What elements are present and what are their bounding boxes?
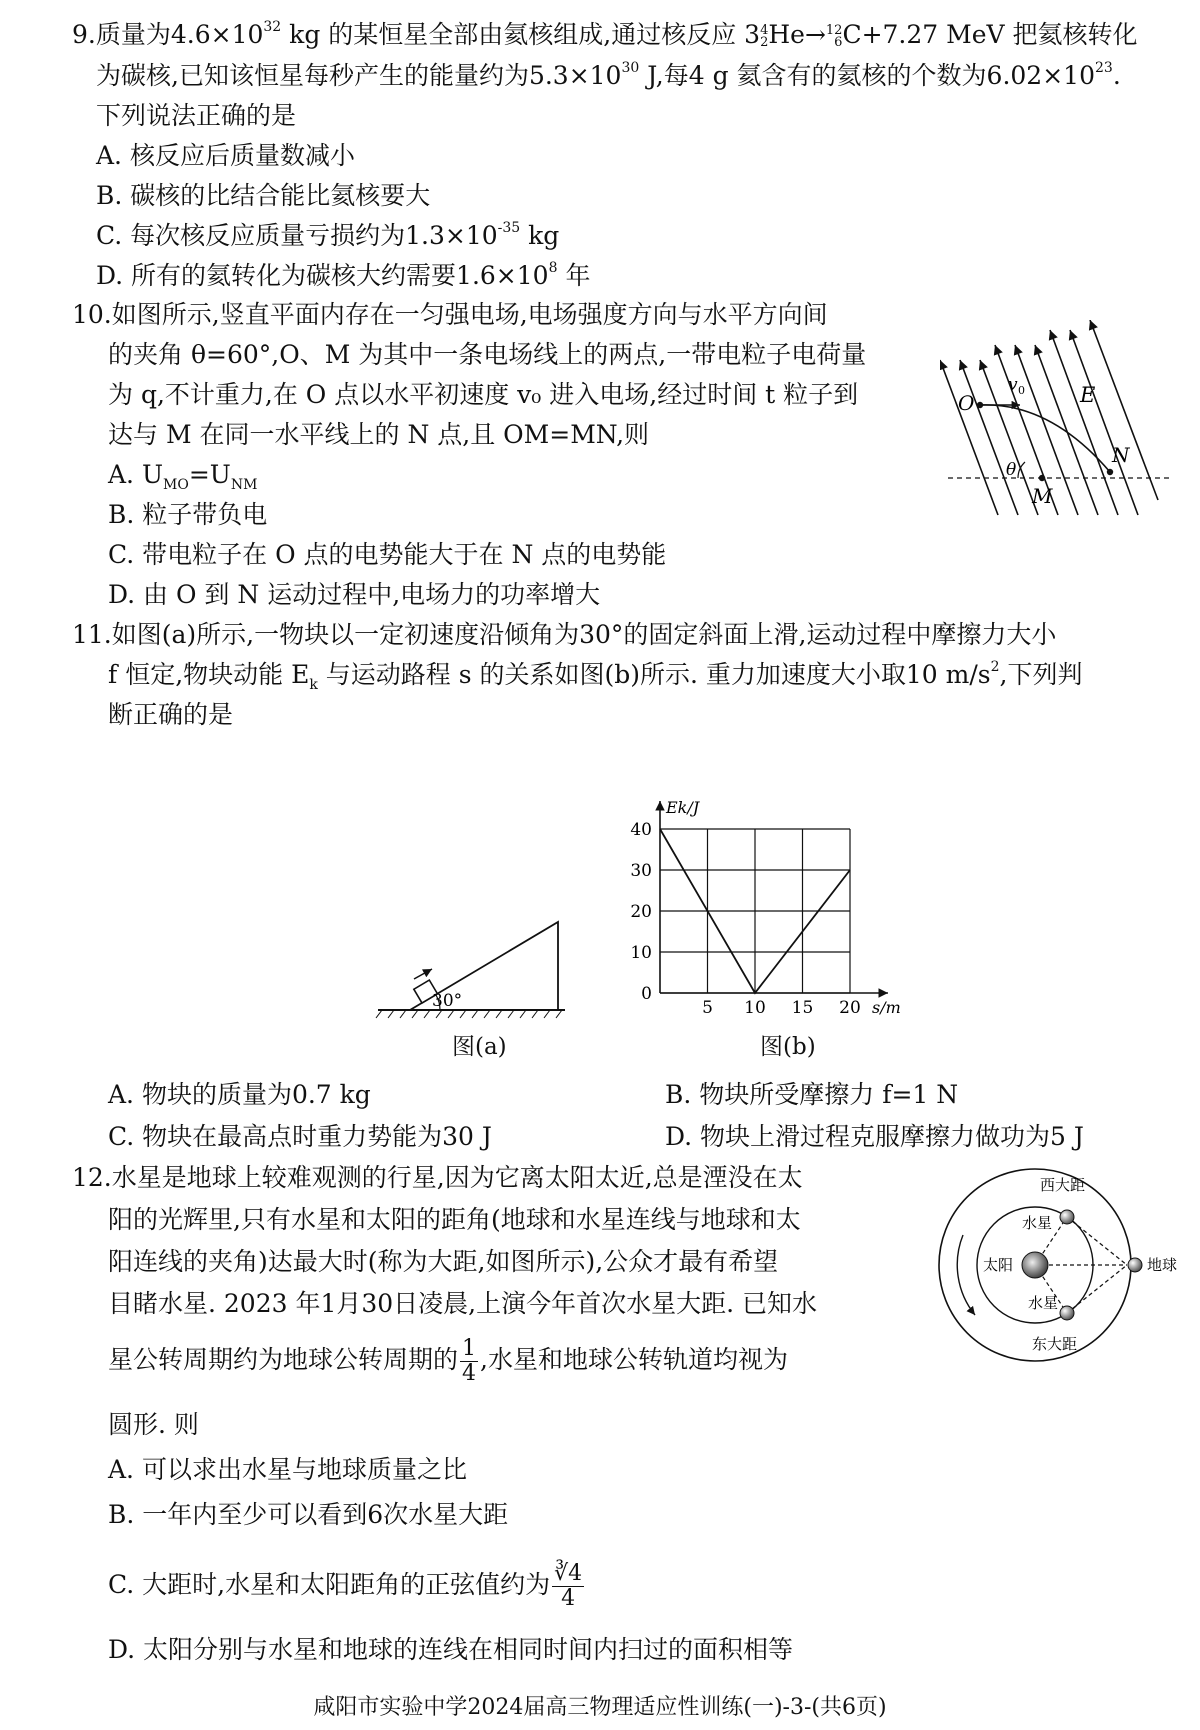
- q10-field-figure: [940, 320, 1175, 520]
- q11-option-a: A. 物块的质量为0.7 kg: [108, 1080, 371, 1109]
- chart-y-tick-label: 30: [630, 861, 652, 881]
- q12-line5: 星公转周期约为地球公转周期的 $\frac{1}{4}$ ,水星和地球公转轨道均视为: [108, 1336, 788, 1386]
- q10-option-c: C. 带电粒子在 O 点的电势能大于在 N 点的电势能: [108, 540, 667, 569]
- q11-incline-figure: [370, 880, 570, 1040]
- q12-option-b: B. 一年内至少可以看到6次水星大距: [108, 1500, 509, 1529]
- q12-label-east: 东大距: [1032, 1335, 1078, 1353]
- q9-option-a: A. 核反应后质量数减小: [96, 141, 355, 170]
- q11-line1: 11.如图(a)所示,一物块以一定初速度沿倾角为30°的固定斜面上滑,运动过程中摩擦力大小: [72, 620, 1057, 649]
- q9-line3: 下列说法正确的是: [96, 101, 297, 130]
- q10-label-v: v: [1008, 375, 1018, 395]
- chart-y-tick-label: 40: [630, 820, 652, 840]
- q9-option-d: D. 所有的氦转化为碳核大约需要$1.6\times 10^8$ 年: [96, 260, 591, 290]
- q10-label-v-sub: 0: [1018, 384, 1025, 397]
- q10-option-b: B. 粒子带负电: [108, 500, 268, 529]
- q11-incline-angle: 30°: [432, 991, 463, 1011]
- chart-x-tick-label: 20: [839, 998, 861, 1018]
- q9-option-c: C. 每次核反应质量亏损约为$1.3\times 10^{-35}$ kg: [96, 220, 560, 250]
- q11-option-c: C. 物块在最高点时重力势能为30 J: [108, 1122, 492, 1151]
- q10-line3: 为 q,不计重力,在 O 点以水平初速度 v₀ 进入电场,经过时间 t 粒子到: [108, 380, 859, 409]
- q11-line2: f 恒定,物块动能 $E_k$ 与运动路程 s 的关系如图(b)所示. 重力加速度大小取10 $m/s^2$,下列判: [108, 659, 1083, 693]
- q12-option-d: D. 太阳分别与水星和地球的连线在相同时间内扫过的面积相等: [108, 1635, 794, 1664]
- q10-label-o: O: [958, 391, 975, 415]
- q12-line4: 目睹水星. 2023 年1月30日凌晨,上演今年首次水星大距. 已知水: [108, 1289, 818, 1318]
- q10-line1: 10.如图所示,竖直平面内存在一匀强电场,电场强度方向与水平方向间: [72, 300, 828, 329]
- q10-label-e: E: [1080, 383, 1096, 407]
- q12-orbit-figure: [925, 1165, 1195, 1365]
- q12-label-mercury-top: 水星: [1022, 1214, 1053, 1232]
- chart-x-tick-label: 15: [791, 998, 814, 1018]
- chart-x-axis-label: s/m: [872, 998, 901, 1017]
- page-footer: 咸阳市实验中学2024届高三物理适应性训练(一)-3-(共6页): [313, 1695, 887, 1720]
- q12-label-sun: 太阳: [983, 1256, 1014, 1274]
- q10-label-n: N: [1112, 443, 1130, 467]
- q10-option-a: A. $U_{MO}=U_{NM}$: [108, 460, 258, 493]
- q11-option-b: B. 物块所受摩擦力 f=1 N: [665, 1080, 959, 1109]
- q12-option-a: A. 可以求出水星与地球质量之比: [108, 1455, 467, 1484]
- q12-line6: 圆形. 则: [108, 1410, 199, 1439]
- q10-line2: 的夹角 θ=60°,O、M 为其中一条电场线上的两点,一带电粒子电荷量: [108, 340, 867, 369]
- q10-line4: 达与 M 在同一水平线上的 N 点,且 OM=MN,则: [108, 420, 650, 449]
- q12-line3: 阳连线的夹角)达最大时(称为大距,如图所示),公众才最有希望: [108, 1247, 779, 1276]
- q11-line3: 断正确的是: [108, 700, 234, 729]
- chart-y-tick-label: 20: [630, 902, 652, 922]
- q9-option-b: B. 碳核的比结合能比氦核要大: [96, 181, 431, 210]
- q10-label-m: M: [1032, 484, 1053, 508]
- q12-line2: 阳的光辉里,只有水星和太阳的距角(地球和水星连线与地球和太: [108, 1205, 801, 1234]
- q12-label-west: 西大距: [1040, 1176, 1086, 1194]
- q10-label-theta: θ: [1006, 460, 1017, 480]
- q9-line1: 9.质量为$4.6\times 10^{32}$ kg 的某恒星全部由氦核组成,通过核反应 3 4 2 He→ 12 6 C+7.27 MeV 把氦核转化: [72, 19, 1138, 50]
- q11-ek-chart: [620, 780, 930, 1040]
- chart-y-tick-label: 10: [630, 943, 652, 963]
- q12-label-mercury-bottom: 水星: [1028, 1294, 1059, 1312]
- chart-y-tick-label: 0: [641, 984, 652, 1004]
- q11-figure-b-label: 图(b): [760, 1034, 816, 1060]
- chart-y-axis-label: Ek/J: [666, 798, 700, 817]
- q12-line1: 12.水星是地球上较难观测的行星,因为它离太阳太近,总是湮没在太: [72, 1163, 803, 1192]
- q11-option-d: D. 物块上滑过程克服摩擦力做功为5 J: [665, 1122, 1084, 1151]
- q12-fraction-quarter: $\frac{1}{4}$: [462, 1336, 477, 1386]
- chart-x-tick-label: 5: [702, 998, 713, 1018]
- q10-option-d: D. 由 O 到 N 运动过程中,电场力的功率增大: [108, 580, 601, 609]
- chart-x-tick-label: 10: [744, 998, 766, 1018]
- q12-fraction-cuberoot: $\frac{∛4}{4}$: [554, 1561, 583, 1611]
- q12-label-earth: 地球: [1147, 1256, 1178, 1274]
- q11-figure-a-label: 图(a): [452, 1034, 507, 1060]
- q12-option-c: C. 大距时,水星和太阳距角的正弦值约为 $\frac{∛4}{4}$: [108, 1561, 583, 1611]
- q9-line2: 为碳核,已知该恒星每秒产生的能量约为$5.3\times 10^{30}$ J,每4 g 氦含有的氦核的个数为$6.02\times 10^{23}$.: [96, 60, 1121, 90]
